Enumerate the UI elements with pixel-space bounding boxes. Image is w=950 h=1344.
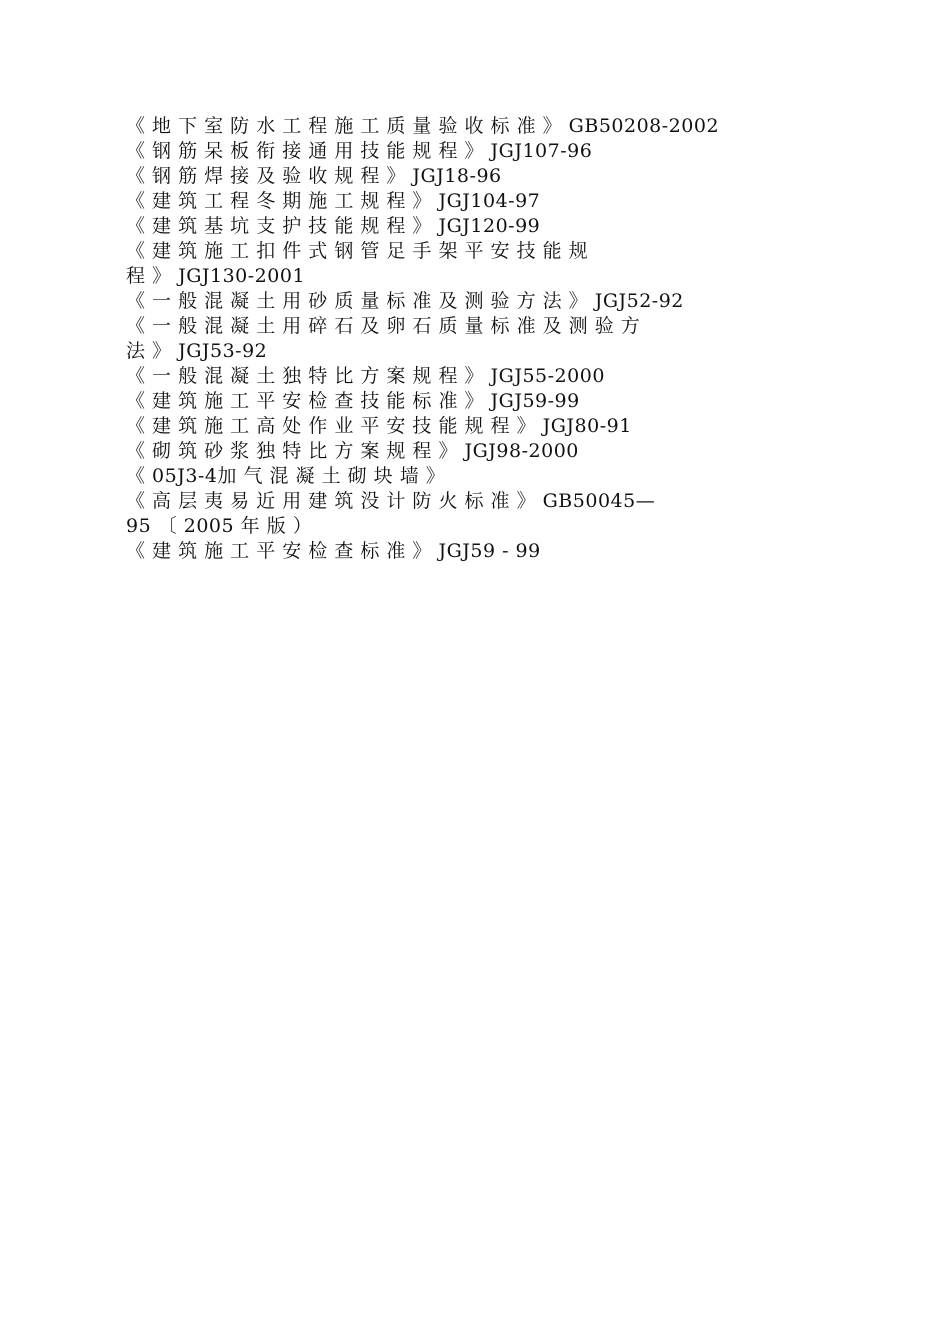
- list-item: 《 建 筑 施 工 平 安 检 查 标 准 》 JGJ59 - 99: [126, 540, 541, 562]
- list-item-continuation: 法 》 JGJ53-92: [126, 340, 268, 362]
- list-item: 《 建 筑 施 工 扣 件 式 钢 管 足 手 架 平 安 技 能 规: [126, 240, 589, 262]
- list-item: 《 高 层 夷 易 近 用 建 筑 没 计 防 火 标 准 》 GB50045—: [126, 490, 656, 512]
- list-item: 《 一 般 混 凝 土 用 砂 质 量 标 准 及 测 验 方 法 》 JGJ52-92: [126, 290, 684, 312]
- list-item: 《 05J3-4加 气 混 凝 土 砌 块 墙 》: [126, 465, 446, 487]
- list-item: 《 钢 筋 焊 接 及 验 收 规 程 》 JGJ18-96: [126, 165, 502, 187]
- list-item-continuation: 程 》 JGJ130-2001: [126, 265, 306, 287]
- list-item: 《 建 筑 施 工 高 处 作 业 平 安 技 能 规 程 》 JGJ80-91: [126, 415, 632, 437]
- list-item: 《 一 般 混 凝 土 独 特 比 方 案 规 程 》 JGJ55-2000: [126, 365, 605, 387]
- list-item-continuation: 95 〔 2005 年 版 ）: [126, 515, 313, 537]
- list-item: 《 一 般 混 凝 土 用 碎 石 及 卵 石 质 量 标 准 及 测 验 方: [126, 315, 641, 337]
- list-item: 《 建 筑 工 程 冬 期 施 工 规 程 》 JGJ104-97: [126, 190, 541, 212]
- list-item: 《 砌 筑 砂 浆 独 特 比 方 案 规 程 》 JGJ98-2000: [126, 440, 579, 462]
- list-item: 《 建 筑 基 坑 支 护 技 能 规 程 》 JGJ120-99: [126, 215, 541, 237]
- standards-list: [126, 114, 866, 564]
- list-item: 《 建 筑 施 工 平 安 检 查 技 能 标 准 》 JGJ59-99: [126, 390, 580, 412]
- list-item: 《 地 下 室 防 水 工 程 施 工 质 量 验 收 标 准 》 GB50208-2002: [126, 115, 720, 137]
- list-item: 《 钢 筋 呆 板 衔 接 通 用 技 能 规 程 》 JGJ107-96: [126, 140, 593, 162]
